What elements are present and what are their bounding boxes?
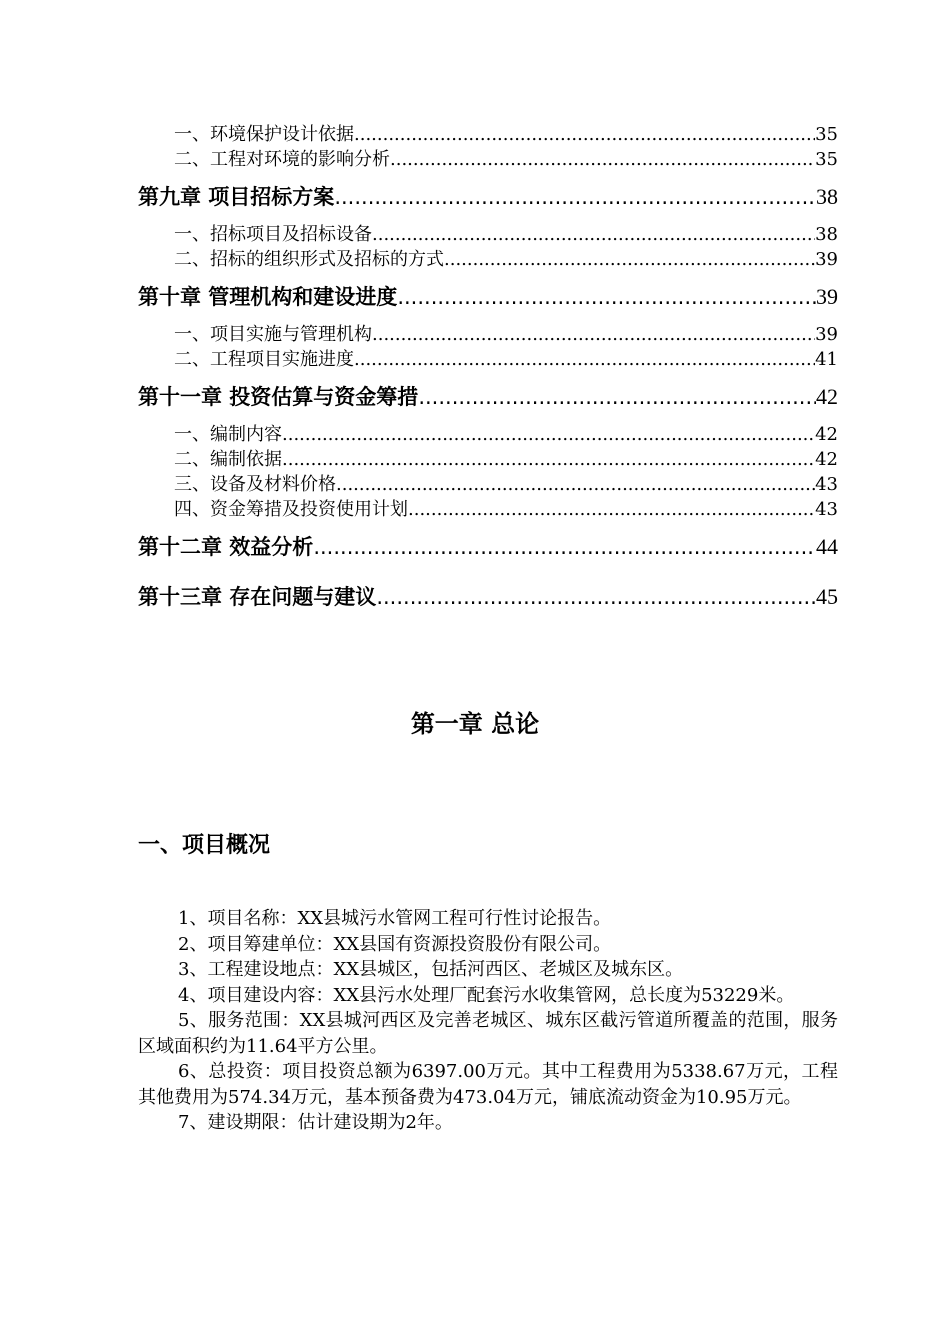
toc-entry[interactable] [138,222,838,247]
toc-leader-dots [444,247,815,272]
toc-entry-label: 一、环境保护设计依据 [174,124,354,145]
toc-entry-label: 二、招标的组织形式及招标的方式 [174,249,444,270]
paragraph: 7、建设期限：估计建设期为2年。 [178,1112,453,1133]
toc-entry[interactable] [138,497,838,522]
toc-entry-page: 39 [816,284,838,309]
toc-entry-label: 一、项目实施与管理机构 [174,324,372,345]
toc-leader-dots [354,347,815,372]
paragraph: 4、项目建设内容：XX县污水处理厂配套污水收集管网，总长度为53229米。 [178,984,795,1006]
toc-leader-dots [354,122,815,147]
toc-entry-page: 42 [815,449,838,470]
toc-entry-page: 38 [816,184,838,209]
toc-leader-dots [397,272,816,322]
toc-entry[interactable] [138,122,838,147]
toc-entry-label: 二、工程项目实施进度 [174,349,354,370]
chapter-title: 第一章 总论 [410,710,540,738]
toc-entry-label: 第十章 管理机构和建设进度 [138,285,398,309]
toc-entry-label: 第十三章 存在问题与建议 [138,585,377,609]
toc-entry-page: 41 [815,349,838,370]
toc-leader-dots [336,472,815,497]
toc-leader-dots [372,322,815,347]
toc-leader-dots [418,372,816,422]
toc-entry-label: 一、招标项目及招标设备 [174,224,372,245]
toc-entry-page: 44 [816,534,838,559]
toc-entry[interactable] [138,447,838,472]
toc-chapter-entry[interactable] [138,372,838,422]
toc-chapter-entry[interactable] [138,272,838,322]
toc-entry-label: 第十一章 投资估算与资金筹措 [138,385,419,409]
paragraph: 1、项目名称：XX县城污水管网工程可行性讨论报告。 [178,908,612,929]
toc-entry-page: 38 [815,224,838,245]
toc-entry-page: 35 [815,124,838,145]
toc-entry-label: 一、编制内容 [174,424,282,445]
toc-entry-page: 39 [815,324,838,345]
toc-entry-label: 二、编制依据 [174,449,282,470]
toc-entry[interactable] [138,322,838,347]
toc-entry-label: 四、资金筹措及投资使用计划 [174,499,408,520]
toc-entry[interactable] [138,147,838,172]
toc-entry-page: 39 [815,249,838,270]
toc-chapter-entry[interactable] [138,572,838,622]
toc-leader-dots [282,447,815,472]
toc-entry-label: 三、设备及材料价格 [174,474,336,495]
toc-entry[interactable] [138,347,838,372]
toc-entry-label: 二、工程对环境的影响分析 [174,149,390,170]
toc-entry-page: 42 [815,424,838,445]
toc-chapter-entry[interactable] [138,172,838,222]
paragraph: 6、总投资：项目投资总额为6397.00万元。其中工程费用为5338.67万元，工程其他费用为574.34万元，基本预备费为473.04万元，铺底流动资金为10.95万元。 [138,1061,838,1108]
toc-entry-page: 43 [815,474,838,495]
toc-entry-page: 43 [815,499,838,520]
toc-leader-dots [282,422,815,447]
toc-leader-dots [334,172,816,222]
table-of-contents [138,122,838,622]
toc-entry-page: 42 [816,384,838,409]
toc-entry[interactable] [138,422,838,447]
toc-leader-dots [313,522,816,572]
toc-entry[interactable] [138,247,838,272]
section-title: 一、项目概况 [138,833,271,858]
toc-chapter-entry[interactable] [138,522,838,572]
toc-entry-label: 第九章 项目招标方案 [138,185,335,209]
toc-leader-dots [376,572,816,622]
toc-entry-page: 35 [815,149,838,170]
toc-leader-dots [408,497,815,522]
toc-entry-label: 第十二章 效益分析 [138,535,314,559]
paragraph: 5、服务范围：XX县城河西区及完善老城区、城东区截污管道所覆盖的范围，服务区域面积约为11.64平方公里。 [138,1010,838,1057]
paragraph: 3、工程建设地点：XX县城区，包括河西区、老城区及城东区。 [178,959,684,980]
body-text [138,906,838,1136]
toc-entry[interactable] [138,472,838,497]
toc-entry-page: 45 [816,584,838,609]
toc-leader-dots [372,222,815,247]
paragraph: 2、项目筹建单位：XX县国有资源投资股份有限公司。 [178,933,612,955]
toc-leader-dots [390,147,815,172]
